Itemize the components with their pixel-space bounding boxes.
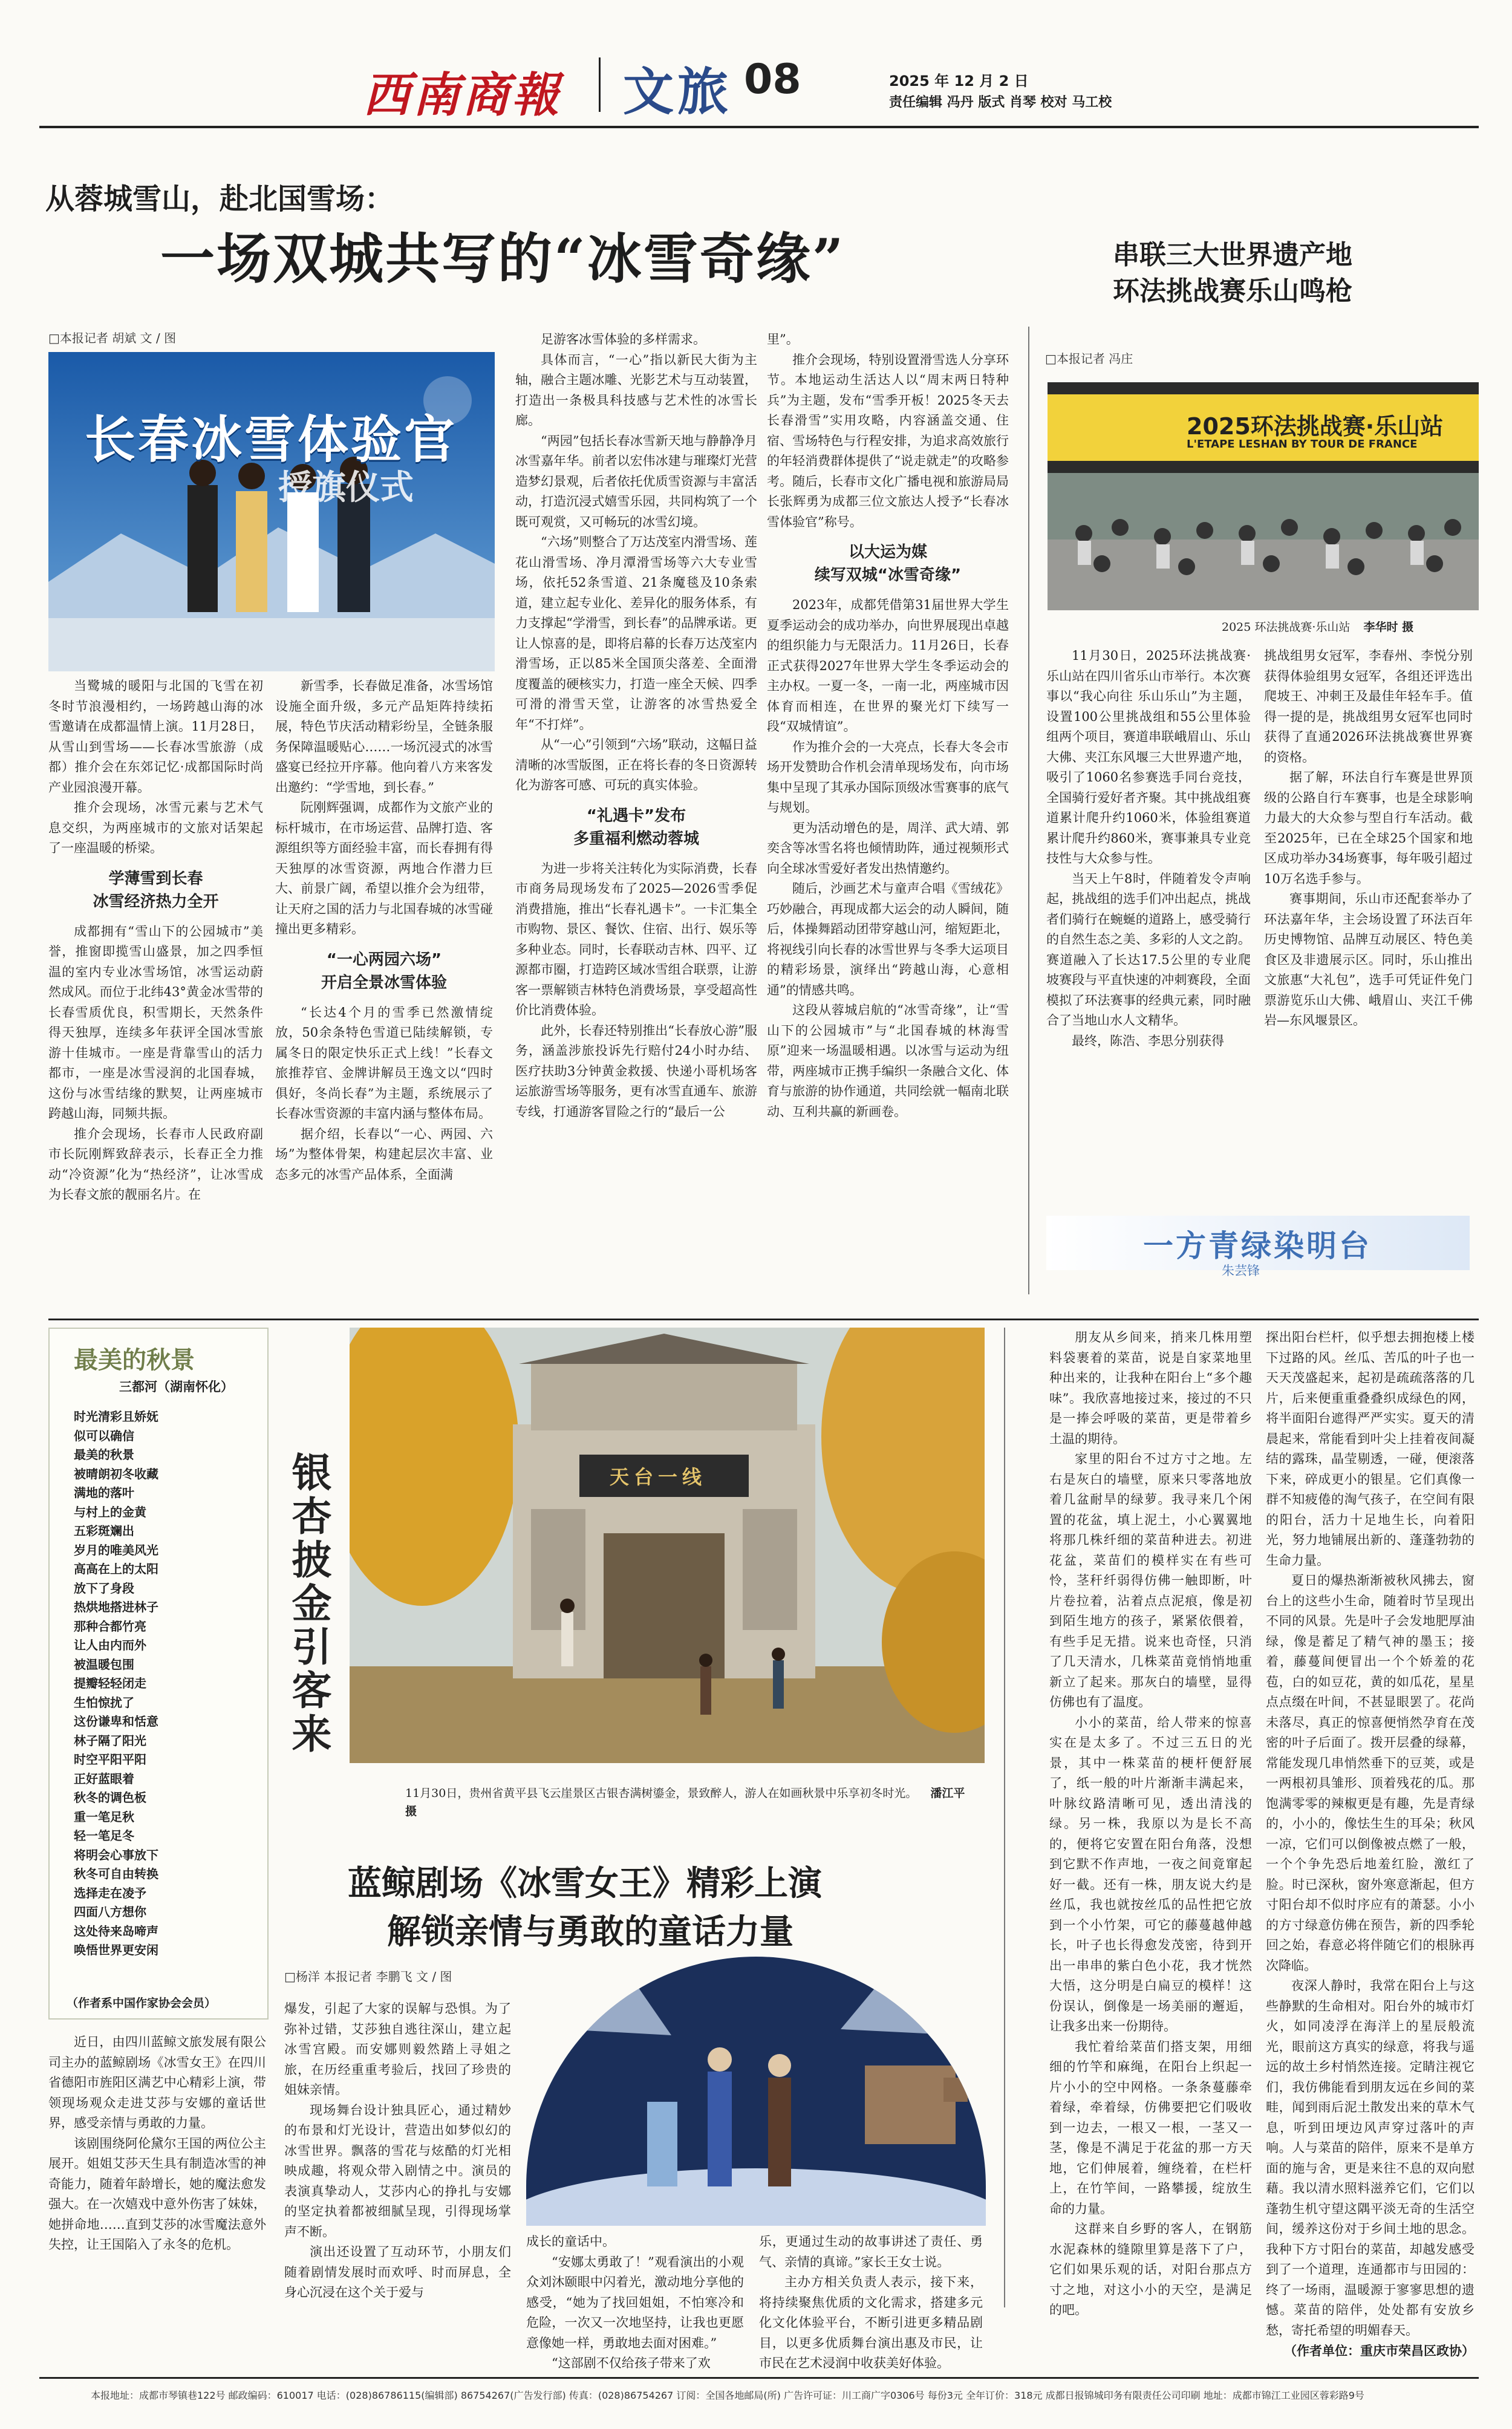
cycling-caption [1222,618,1413,636]
paragraph: 夜深人静时，我常在阳台上与这些静默的生命相对。阳台外的城市灯火，如同凌浮在海洋上的星辰般流光，眼前这方真实的绿意，将我与遥远的故土乡村悄然连接。定睛注视它们，我仿佛能看到朋友远在乡间的菜畦，闻到雨后泥土散发出来的草木气息，听到田埂边风声穿过落叶的声响。人与菜苗的陪伴，原来不是单方面的施与舍，更是来往不息的双向慰藉。我以清水照料滋养它们，它们以蓬勃生机守望这隅平淡无奇的生活空间，缓养这份对于乡间土地的思念。我种下方寸阳台的菜苗，却越发感受到了一个道理，连通都市与田园的：终了一场雨，温暖源于寥寥思想的遗憾。菜苗的陪伴，处处都有安放乡愁，寄托希望的明媚春天。 [1266,1978,1475,2338]
poem-line: 热烘地搭进林子 [74,1600,158,1614]
ceremony-banner-text: 长春冰雪体验官 [85,409,458,469]
opera-title-1: 蓝鲸剧场《冰雪女王》精彩上演 [348,1863,822,1903]
poem-line: 高高在上的太阳 [74,1562,158,1576]
masthead-divider [599,57,601,112]
headline-main: 一场双城共写的“冰雪奇缘” [160,227,846,291]
opera-col-b [284,1999,511,2303]
paragraph: 夏日的爆热渐渐被秋风拂去，窗台上的这些小生命，随着时节呈现出不同的风景。先是叶子会发地肥厚油绿，像是蓄足了精气神的墨玉；接着，藤蔓间便冒出一个个娇羞的花苞，白的如豆花，黄的如瓜花，星星点点缀在叶间，不甚显眼罢了。花尚未落尽，真正的惊喜便悄然孕育在茂密的叶子后面了。拨开层叠的绿幕，常能发现几串悄然垂下的豆荚，或是一两根初具雏形、顶着残花的瓜。那饱满零零的辣椒更是有趣，先是青绿的，小小的，像怯生生的耳朵；秋风一凉，它们可以倒像被点燃了一般，一个个争先恐后地羞红脸，激红了脸。时已深秋，窗外寒意渐起，但方寸阳台却不似时序应有的萧瑟。小小的方寸绿意仿佛在预告，新的四季轮回之始，春意必将伴随它们的根脉再次降临。 [1266,1573,1475,1973]
poem-line: 岁月的唯美风光 [74,1542,158,1557]
poem-line: 选择走在凌予 [74,1885,146,1900]
paragraph: 随后，沙画艺术与童声合唱《雪绒花》巧妙融合，再现成都大运会的动人瞬间，随后，体操舞蹈动团带穿越山河，缩短距北，将视线引向长春的冰雪世界与冬季大运项目的精彩场景，演绎出“跨越山海，心意相通”的情感共鸣。 [767,881,1009,997]
paragraph: 家里的阳台不过方寸之地。左右是灰白的墙壁，原来只零落地放着几盆耐旱的绿萝。我寻来几个闲置的花盆，填上泥土，小心翼翼地将那几株纤细的菜苗种进去。初进花盆，菜苗们的模样实在有些可怜，茎秆纤弱得仿佛一触即断，叶片卷拉着，沾着点点泥痕，像是初到陌生地方的孩子，紧紧依偎着，有些手足无措。说来也奇怪，只消了几天清水，几株菜苗竟悄悄地重新立了起来。那灰白的墙壁，显得仿佛也有了温度。 [1049,1452,1252,1709]
paragraph: 当鹭城的暖阳与北国的飞雪在初冬时节浪漫相约，一场跨越山海的冰雪邀请在成都温情上演。11月28日，从雪山到雪场——长春冰雪旅游（成都）推介会在东郊记忆·成都国际时尚产业园浪漫开幕。 [48,679,263,795]
paragraph: 推介会现场，特别设置滑雪选人分享环节。本地运动生活达人以“周末两日特种兵”为主题，发布“雪季开板！2025冬天去长春滑雪”实用攻略，内容涵盖交通、住宿、雪场特色与行程安排，为追求高效旅行的年轻消费群体提供了“说走就走”的攻略参考。随后，长春市文化广播电视和旅游局局长张辉勇为成都三位文旅达人授予“长春冰雪体验官”称号。 [767,352,1009,529]
masthead-rule [39,126,1479,128]
opera-col-a [48,2032,266,2255]
cycling-title-1: 串联三大世界遗产地 [1113,240,1352,270]
poem-box [48,1328,269,2020]
poem-line: 四面八方想你 [74,1905,146,1919]
essay-col-b [1266,1328,1475,2361]
cycling-photo [1048,382,1479,610]
paragraph: 阮刚辉强调，成都作为文旅产业的标杆城市，在市场运营、品牌打造、客源组织等方面经验丰富，而长春拥有得天独厚的冰雪资源，两地合作潜力巨大、前景广阔，希望以推介会为纽带，让天府之国的活力与北国春城的冰雪碰撞出更多精彩。 [275,800,493,936]
paragraph: “长达4个月的雪季已然激情绽放，50余条特色雪道已陆续解锁，专属冬日的限定快乐正式上线！”长春文旅推荐官、金牌讲解员王逸文以“四时俱好，冬尚长春”为主题，系统展示了长春冰雪资源的丰富内涵与整体布局。 [275,1005,493,1121]
paragraph: 成都拥有“雪山下的公园城市”美誉，推窗即揽雪山盛景，加之四季恒温的室内专业冰雪场馆，冰雪运动蔚然成风。而位于北纬43°黄金冰雪带的长春雪质优良，积雪期长，天然条件得天独厚，连续多年获评全国冰雪旅游十佳城市。一座是背靠雪山的活力都市，一座是冰雪浸润的北国春城，这份与冰雪结缘的默契，让两座城市跨越山海，同频共振。 [48,924,263,1121]
poem-line: 与村上的金黄 [74,1504,146,1519]
caption-text: 11月30日，贵州省黄平县飞云崖景区古银杏满树鎏金，景致醉人，游人在如画秋景中乐享初冬时光。 [405,1787,917,1800]
paragraph: 朋友从乡间来，捎来几株用塑料袋裹着的菜苗，说是自家菜地里种出来的，让我种在阳台上“多个趣味”。我欣喜地接过来，接过的不只是一捧会呼吸的菜苗，更是带着乡土温的期待。 [1049,1330,1252,1446]
paragraph: 探出阳台栏杆，似乎想去拥抱楼上楼下过路的风。丝瓜、苦瓜的叶子也一天天茂盛起来，起初是疏疏落落的几片，后来便重重叠叠织成绿色的网，将半面阳台遮得严严实实。夏天的清晨起来，常能看到叶尖上挂着夜间凝结的露珠，晶莹剔透，一碰，便滚落下来，碎成更小的银星。它们真像一群不知疲倦的淘气孩子，在空间有限的阳台，活力十足地生长，向着阳光，努力地铺展出新的、蓬蓬勃勃的生命力量。 [1266,1330,1475,1568]
paragraph: 据介绍，长春以“一心、两园、六场”为整体骨架，构建起层次丰富、业态多元的冰雪产品体系，全面满 [275,1126,493,1182]
cycling-title-2: 环法挑战赛乐山鸣枪 [1113,276,1352,307]
headline-kicker: 从蓉城雪山，赴北国雪场： [45,182,394,216]
opera-photo [526,1957,986,2226]
cycling-col-a [1046,646,1251,1051]
ginkgo-title: 银杏披金引客来 [285,1452,332,1756]
ceremony-photo [48,352,495,671]
article-col-4 [767,330,1009,1122]
poem-line: 最美的秋景 [74,1447,134,1462]
article-col-3 [515,330,757,1122]
paragraph: 该剧围绕阿伦黛尔王国的两位公主展开。姐姐艾莎天生具有制造冰雪的神奇能力，随着年龄增长，她的魔法愈发强大。在一次嬉戏中意外伤害了妹妹，她拼命地……直到艾莎的冰雪魔法意外失控，让王国陷入了永冬的危机。 [48,2136,266,2252]
essay-author: 朱芸锋 [1222,1263,1260,1278]
article-col-2 [275,676,493,1185]
ginkgo-caption [405,1784,980,1821]
opera-byline: □杨洋 本报记者 李鹏飞 文 / 图 [284,1969,452,1984]
poem-line: 这份谦卑和恬意 [74,1714,158,1729]
section-rule-1 [48,1319,1479,1320]
opera-col-c [526,2232,744,2374]
paragraph: 当天上午8时，伴随着发令声响起，挑战组的选手们冲出起点，挑战者们骑行在蜿蜒的道路上，感受骑行的自然生态之美、多彩的人文之韵。赛道融入了长达17.5公里的专业爬坡赛段与平直快速的冲刺赛段，全面模拟了环法赛事的经典元素，同时融合了当地山水人文精华。 [1046,871,1251,1028]
column-divider [1004,1328,1005,2307]
poem-line: 正好蓝眼着 [74,1771,134,1786]
paragraph: “六场”则整合了万达茂室内滑雪场、莲花山滑雪场、净月潭滑雪场等六大专业雪场，依托52条雪道、21条魔毯及10条索道，建立起专业化、差异化的服务体系，有力支撑起“学滑雪，到长春”的品牌承诺。更让人惊喜的是，即将启幕的长春万达茂室内滑雪场，正以85米全国顶尖落差、全面滑度覆盖的硬核实力，打造一座全天候、四季可滑的滑雪天堂，让游客的冰雪热爱全年“不打烊”。 [515,535,757,732]
paragraph: 演出还设置了互动环节，小朋友们随着剧情发展时而欢呼、时而屏息，全身心沉浸在这个关于爱与 [284,2245,511,2300]
paragraph: 小小的菜苗，给人带来的惊喜实在是太多了。不过三五日的光景，其中一株菜苗的梗杆便舒展了，纸一般的叶片渐渐丰满起来，叶脉纹路清晰可见，透出清浅的绿。另一株，我原以为是长不高的，便将它安置在阳台角落，没想到它默不作声地，一夜之间竟窜起好一截。还有一株，朋友说大约是丝瓜，我也就按丝瓜的品性把它放到一个小竹架，可它的藤蔓越伸越长，叶子也长得愈发茂密，待到开出一串串的紫白色小花，我才恍然大悟，这分明是白扁豆的模样！这份误认，倒像是一场美丽的邂逅，让我多出来一份期待。 [1049,1715,1252,2033]
subhead-2: “一心两园六场” 开启全景冰雪体验 [321,950,447,992]
photographer: 李华时 摄 [1363,621,1414,634]
poem-line: 让人由内而外 [74,1638,146,1652]
subhead-1: 学薄雪到长春 冰雪经济热力全开 [93,869,219,911]
paragraph: 2023年，成都凭借第31届世界大学生夏季运动会的成功举办，向世界展现出卓越的组织能力与无限活力。11月26日，长春正式获得2027年世界大学生冬季运动会的主办权。一夏一冬，一南一北，两座城市因体育而相连，在世界的聚光灯下续写一段“双城情谊”。 [767,598,1009,734]
cycling-banner-en: L'ETAPE LESHAN BY TOUR DE FRANCE [1187,438,1418,451]
ceremony-banner-sub: 授旗仪式 [278,468,414,507]
column-divider [1028,327,1029,1294]
poem-line: 那种合都竹亮 [74,1619,146,1634]
paragraph: 据了解，环法自行车赛是世界顶级的公路自行车赛事，也是全球影响力最大的大众参与型自行车活动。截至2025年，已在全球25个国家和地区成功举办34场赛事，每年吸引超过10万名选手参与。 [1264,770,1473,886]
essay-col-a [1049,1328,1252,2321]
poem-line: 生怕惊扰了 [74,1695,134,1710]
poem-line: 时空平阳平阳 [74,1752,146,1767]
poem-line: 轻一笔足冬 [74,1828,134,1843]
poem-line: 唤悟世界更安闲 [74,1943,158,1957]
subhead-3: “礼遇卡”发布 多重福利燃动蓉城 [573,806,699,848]
paragraph: 这群来自乡野的客人，在钢筋水泥森林的缝隙里算是落下了户，它们如果乐观的话，对阳台那点方寸之地，对这小小的天空，是满足的吧。 [1049,2222,1252,2317]
poem-line: 将明会心事放下 [74,1847,158,1862]
poem-line: 秋冬可自由转换 [74,1867,158,1881]
opera-col-d [759,2232,983,2374]
masthead [0,0,1512,127]
essay-footer: （作者单位：重庆市荣昌区政协） [1284,2343,1475,2358]
poem-line: 被温暖包围 [74,1657,134,1672]
masthead-logo: 西南商報 [363,68,562,123]
poem-footer: （作者系中国作家协会会员） [67,1997,217,2010]
poem-line: 重一笔足秋 [74,1809,134,1824]
photographer: 潘江平 摄 [405,1787,965,1818]
paragraph: “两园”包括长春冰雪新天地与静静净月冰雪嘉年华。前者以宏伟冰建与璀璨灯光营造梦幻景观，后者依托优质雪资源与丰富活动，打造沉浸式嬉雪乐园，共同构筑了一个既可观赏，又可畅玩的冰雪幻境。 [515,433,757,529]
poem-title: 最美的秋景 [74,1346,195,1374]
paragraph: 近日，由四川蓝鲸文旅发展有限公司主办的蓝鲸剧场《冰雪女王》在四川省德阳市旌阳区满艺中心精彩上演，带领现场观众走进艾莎与安娜的童话世界，感受亲情与勇敢的力量。 [48,2035,266,2130]
paragraph: 足游客冰雪体验的多样需求。 [541,332,706,347]
article-col-1 [48,676,263,1205]
poem-line: 林子隔了阳光 [74,1733,146,1748]
headline-byline: □本报记者 胡斌 文 / 图 [48,331,177,345]
paragraph: 乐，更通过生动的故事讲述了责任、勇气、亲情的真谛。”家长王女士说。 [759,2234,983,2269]
paragraph: 为进一步将关注转化为实际消费，长春市商务局现场发布了2025—2026雪季促消费措施，推出“长春礼遇卡”。一卡汇集全市购物、景区、餐饮、住宿、出行、娱乐等多种业态。同时，长春联动吉林、四平、辽源都市圈，打造跨区域冰雪组合联票，让游客一票解锁吉林特色消费场景，享受超高性价比消费体验。 [515,861,757,1017]
paragraph: 从“一心”引领到“六场”联动，这幅日益清晰的冰雪版图，正在将长春的冬日资源转化为游客可感、可玩的真实体验。 [515,737,757,792]
paragraph: 爆发，引起了大家的误解与恐惧。为了弥补过错，艾莎独自逃往深山，建立起冰雪宫殿。而安娜则毅然踏上寻姐之旅，在历经重重考验后，找回了珍贵的姐妹亲情。 [284,2001,511,2097]
paragraph: 作为推介会的一大亮点，长春大冬会市场开发赞助合作机会清单现场发布，向市场集中呈现了其承办国际顶级冰雪赛事的底气与规划。 [767,739,1009,815]
cycling-col-b [1264,646,1473,1031]
opera-title-2: 解锁亲情与勇敢的童话力量 [387,1912,793,1952]
poem-lines [74,1407,255,1960]
poem-line: 放下了身段 [74,1580,134,1596]
paragraph: 此外，长春还特别推出“长春放心游”服务，涵盖涉旅投诉先行赔付24小时办结、医疗扶助3分钟黄金救援、快递小哥机场客运旅游雪场等服务，更有冰雪直通车、旅游专线，打通游客冒险之行的“最后一公 [515,1023,757,1119]
poem-line: 满地的落叶 [74,1485,134,1500]
cycling-banner-text: 2025环法挑战赛·乐山站 [1187,413,1444,440]
paragraph: 成长的童话中。 [526,2234,615,2249]
paragraph: 推介会现场，冰雪元素与艺术气息交织，为两座城市的文旅对话架起了一座温暖的桥梁。 [48,800,263,855]
opera-photo-graphic [526,1957,986,2226]
editors-line: 责任编辑 冯丹 版式 肖琴 校对 马工校 [889,95,1112,110]
poem-line: 提瓣轻轻闭走 [74,1676,146,1691]
section-name: 文旅 [623,62,732,122]
essay-title: 一方青绿染明台 [1143,1228,1372,1263]
paragraph: 推介会现场，长春市人民政府副市长阮刚辉致辞表示，长春正全力推动“冷资源”化为“热经济”，让冰雪成为长春文旅的靓丽名片。在 [48,1126,263,1202]
paragraph: 具体而言，“一心”指以新民大街为主轴，融合主题冰雕、光影艺术与互动装置，打造出一条极具科技感与艺术性的冰雪长廊。 [515,352,757,428]
footer-rule [39,2377,1479,2379]
poem-line: 似可以确信 [74,1428,134,1443]
paragraph: 现场舞台设计独具匠心，通过精妙的布景和灯光设计，营造出如梦似幻的冰雪世界。飘落的雪花与炫酷的灯光相映成趣，将观众带入剧情之中。演员的表演真挚动人，艾莎内心的挣扎与安娜的坚定执着都被细腻呈现，引得现场掌声不断。 [284,2102,511,2239]
paragraph: 最终，陈浩、李思分别获得 [1072,1033,1224,1048]
paragraph: 新雪季，长春做足准备，冰雪场馆设施全面升级，多元产品矩阵持续拓展，特色节庆活动精彩纷呈，全链条服务保障温暖贴心……一场沉浸式的冰雪盛宴已经拉开序幕。他向着八方来客发出邀约：“学雪地，到长春。” [275,679,493,795]
paragraph: “安娜太勇敢了！”观看演出的小观众刘沐颐眼中闪着光，激动地分享他的感受，“她为了找回姐姐，不怕寒冷和危险，一次又一次地坚持，让我也更愿意像她一样，勇敢地去面对困难。” [526,2254,744,2350]
issue-date: 2025 年 12 月 2 日 [889,73,1029,90]
paragraph: 11月30日，2025环法挑战赛·乐山站在四川省乐山市举行。本次赛事以“我心向往 乐山乐山”为主题，设置100公里挑战组和55公里体验组两个项目，赛道串联峨眉山、乐山大佛、夹江东风堰三大世界遗产地，吸引了1060名参赛选手同台竞技，全国骑行爱好者齐聚。其中挑战组赛道累计爬升约1060米，体验组赛道累计爬升约860米，赛事兼具专业竞技性与大众参与性。 [1046,648,1251,866]
gate-plaque-text: 天台一线 [610,1466,707,1488]
poem-line: 秋冬的调色板 [74,1790,146,1805]
caption-text: 2025 环法挑战赛·乐山站 [1222,621,1351,634]
page-number: 08 [744,56,801,103]
paragraph: 更为活动增色的是，周洋、武大靖、郭奕含等冰雪名将也倾情助阵，通过视频形式向全球冰雪爱好者发出热情邀约。 [767,820,1009,876]
poem-line: 五彩斑斓出 [74,1524,134,1538]
poem-line: 这处待来岛啼声 [74,1923,158,1938]
ginkgo-photo-graphic [350,1328,985,1763]
paragraph: 我忙着给菜苗们搭支架，用细细的竹竿和麻绳，在阳台上织起一片小小的空中网格。一条条蔓藤牵着绿，牵着绿，仿佛要把它们吸收到一边去，一根又一根，一茎又一茎，像是不满足于花盆的那一方天地，它们伸展着，缠绕着，在栏杆上，在竹竿间，一路攀援，绽放生命的力量。 [1049,2039,1252,2216]
poem-author: 三都河（湖南怀化） [119,1379,233,1394]
poem-line: 被晴朗初冬收藏 [74,1466,158,1481]
ginkgo-photo [350,1328,985,1763]
paragraph: “这部剧不仅给孩子带来了欢 [552,2356,711,2370]
cycling-byline: □本报记者 冯庄 [1045,351,1133,366]
paragraph: 主办方相关负责人表示，接下来，将持续聚焦优质的文化需求，搭建多元化文化体验平台，不断引进更多精品剧目，以更多优质舞台演出惠及市民，让市民在艺术浸润中收获美好体验。 [759,2275,983,2370]
paragraph: 里”。 [767,332,799,347]
poem-line: 时光清彩且娇妩 [74,1409,158,1424]
paragraph: 这段从蓉城启航的“冰雪奇缘”，让“雪山下的公园城市”与“北国春城的林海雪原”迎来一场温暖相遇。以冰雪与运动为纽带，两座城市正携手编织一条融合文化、体育与旅游的协作通道，共同绘就一幅南北联动、互利共赢的新画卷。 [767,1003,1009,1119]
paragraph: 挑战组男女冠军，李春州、李悦分别获得体验组男女冠军，各组还评选出爬坡王、冲刺王及最佳年轻车手。值得一提的是，挑战组男女冠军也同时获得了直通2026环法挑战赛世界赛的资格。 [1264,648,1473,765]
paragraph: 赛事期间，乐山市还配套举办了环法嘉年华，主会场设置了环法百年历史博物馆、品牌互动展区、特色美食区及非遗展示区。同时，乐山推出文旅惠“大礼包”，选手可凭证件免门票游览乐山大佛、峨眉山、夹江千佛岩—东风堰景区。 [1264,892,1473,1028]
subhead-4: 以大运为媒 续写双城“冰雪奇缘” [814,543,962,584]
footer-info: 本报地址：成都市琴镇巷122号 邮政编码：610017 电话：(028)86786115(编辑部) 86754267(广告发行部) 传真：(028)86754267 订阅：全国各地邮局(所) 广告许可证：川工商广字0306号 每份3元 全年订价：318元 成都日报锦城印务有限责任公司印刷 地址：成都市锦江工业园区蓉彩路9号 [91,2390,1364,2401]
